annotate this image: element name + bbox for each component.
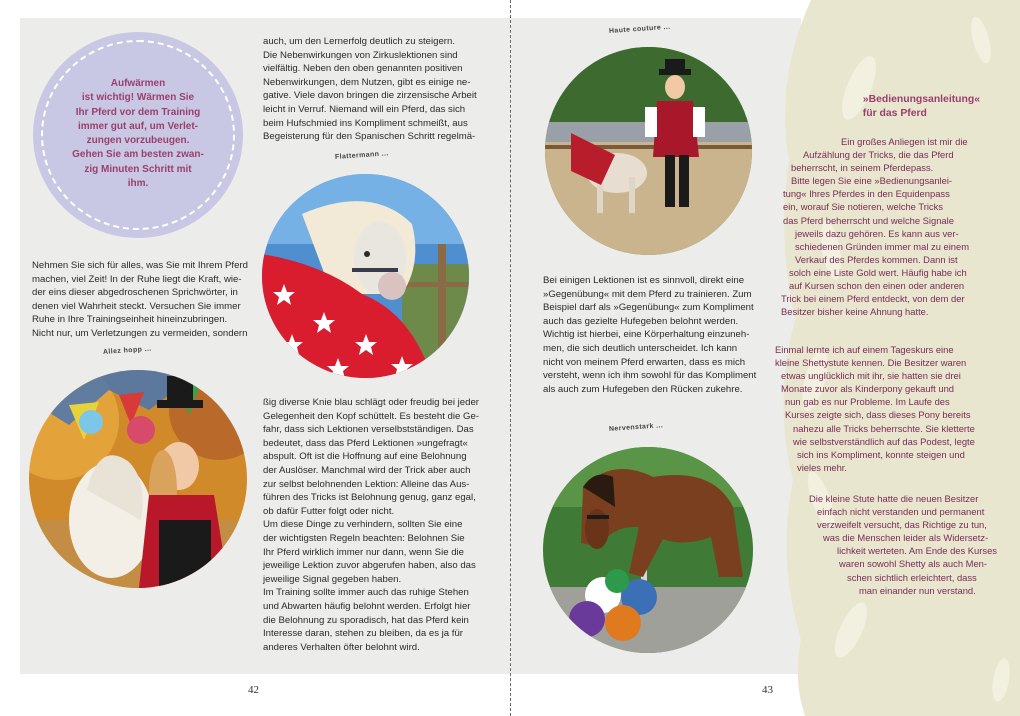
right-column-text: Bei einigen Lektionen ist es sinnvoll, direkt eine »Gegenübung« mit dem Pferd zu trainieren. Zum Beispiel darf als »Gegenübung« zum Kompliment auch das gezielte Hufegeben belohnt werden. Wichtig ist hierbei, eine Körperhaltung einzuneh- men, die sich deutlich unterscheidet. Ich kann nicht von meinem Pferd erwarten, dass es mich versteht, wenn ich ihm sowohl für das Kompliment als auch zum Hufegeben den Rücken zukehre. [543, 275, 757, 395]
photo-haute-couture [545, 47, 752, 255]
page-number-right: 43 [762, 684, 773, 696]
caption-nervenstark: Nervenstark ... [608, 422, 664, 433]
photo-nervenstark [543, 447, 753, 653]
middle-column-bottom-text: ßig diverse Knie blau schlägt oder freudig bei jeder Gelegenheit den Kopf schüttelt. Es besteht die Ge- fahr, dass sich Lektionen verselbstständigen. Das bedeutet, dass das Pferd Lektionen »ungefragt« abspult. Oft ist die Hoffnung auf eine Belohnung der Auslöser. Manchmal wird der Trick aber auch zur selbst belohnenden Lektion: Alleine das Aus- führen des Tricks ist Belohnung genug, ganz egal, ob dafür Futter folgt oder nicht. Um diese Dinge zu verhindern, sollten Sie eine der wichtigsten Regeln beachten: Belohnen Sie Ihr Pferd wirklich immer nur dann, wenn Sie die jeweilige Lektion zuvor abgerufen haben, also das jeweilige Signal gegeben haben. Im Training sollte immer auch das ruhige Stehen und Abwarten häufig belohnt werden. Erfolgt hier die Belohnung zu sporadisch, hat das Pferd kein Interesse daran, stehen zu bleiben, da es ja für anderes Verhalten öfter belohnt wird. [263, 397, 479, 653]
sidebar-title: »Bedienungsanleitung« für das Pferd [862, 94, 980, 119]
sidebar-paragraph-1: Ein großes Anliegen ist mir die Aufzählung der Tricks, die das Pferd beherrscht, in seinem Pferdepass. Bitte legen Sie eine »Bedienungsanlei- tung« Ihres Pferdes in den Equidenpass ein, worauf Sie notieren, welche Tricks das Pferd beherrscht und welche Signale jeweils dazu gehören. Es kann aus ver- schiedenen Gründen immer mal zu einem Verkauf des Pferdes kommen. Dann ist solch eine Liste Gold wert. Häufig habe ich auf Kursen schon den einen oder anderen Trick bei einem Pferd entdeckt, von dem der Besitzer bisher keine Ahnung hatte. [781, 136, 970, 318]
caption-allez-hopp: Allez hopp ... [102, 345, 152, 356]
warmup-callout-text: Aufwärmen ist wichtig! Wärmen Sie Ihr Pferd vor dem Training immer gut auf, um Verlet- zungen vorzubeugen. Gehen Sie am besten zwan- zig Minuten Schritt mit ihm. [72, 78, 204, 190]
photo-flattermann [262, 174, 469, 378]
sidebar-paragraph-2: Einmal lernte ich auf einem Tageskurs eine kleine Shettystute kennen. Die Besitzer waren etwas unglücklich mit ihr, sie hatten sie drei Monate zuvor als Kinderpony gekauft und nun gab es nur Probleme. Im Laufe des Kurses zeigte sich, dass dieses Pony bereits nahezu alle Tricks beherrschte. Sie kletterte wie selbstverständlich auf das Podest, legte sich ins Kompliment, konnte steigen und vieles mehr. [775, 344, 975, 473]
middle-column-top-text: auch, um den Lernerfolg deutlich zu steigern. Die Nebenwirkungen von Zirkuslektionen sind vielfältig. Neben den oben genannten positiven Nebenwirkungen, dem Nutzen, gibt es einige ne- gative. Viele davon bringen die zirzensische Arbeit leicht in Verruf. Niemand will ein Pferd, das sich beim Hufschmied ins Kompliment schmeißt, aus Begeisterung für den Spanischen Schritt regelmä- [263, 36, 477, 143]
sidebar-paragraph-3: Die kleine Stute hatte die neuen Besitzer einfach nicht verstanden und permanent verzweifelt versucht, das Richtige zu tun, was die Menschen leider als Widersetz- lichkeit werteten. Am Ende des Kurses waren sowohl Shetty als auch Men- schen sichtlich erleichtert, dass man einander nun verstand. [809, 493, 997, 596]
photo-allez-hopp [29, 370, 247, 588]
caption-haute-couture: Haute couture ... [608, 23, 671, 35]
left-column-text: Nehmen Sie sich für alles, was Sie mit Ihrem Pferd machen, viel Zeit! In der Ruhe liegt die Kraft, wie- der eins dieser abgedroschenen Sprichwörter, in denen viel Wahrheit steckt. Versuchen Sie immer Ruhe in Ihre Trainingseinheit hineinzubringen. Nicht nur, um Verletzungen zu vermeiden, sondern [32, 260, 248, 339]
right-page [511, 0, 1020, 716]
page-spine [510, 0, 511, 716]
page-number-left: 42 [248, 684, 259, 696]
caption-flattermann: Flattermann ... [334, 150, 389, 161]
